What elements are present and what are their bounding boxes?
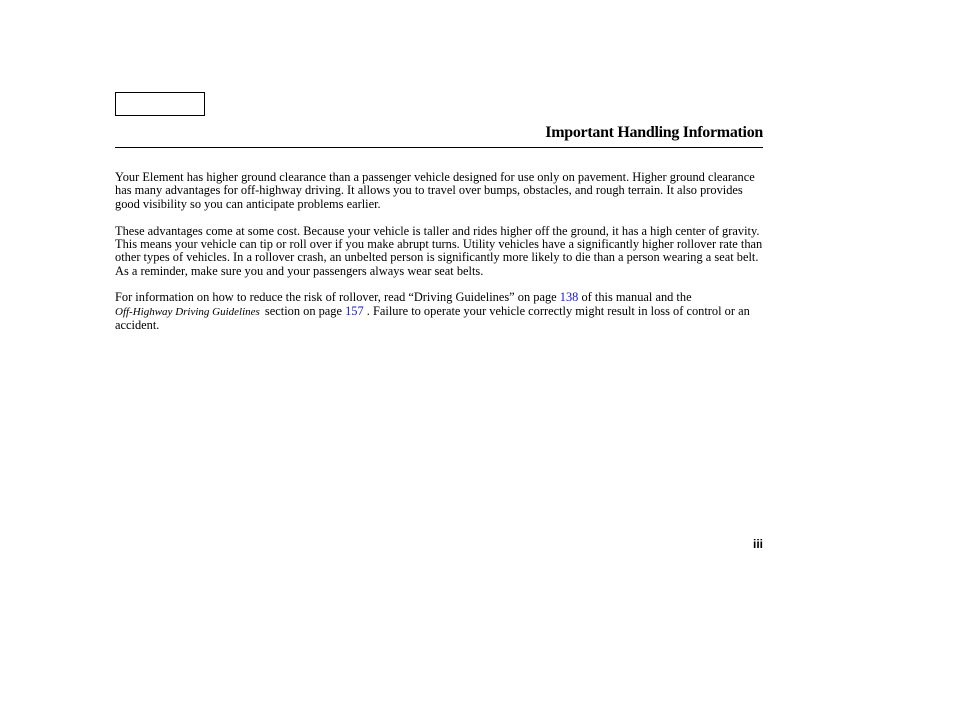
navigation-box[interactable] <box>115 92 205 116</box>
page-header <box>115 121 763 148</box>
paragraph-rollover-risk: These advantages come at some cost. Because your vehicle is taller and rides higher off the ground, it has a high center of gravity. This means your vehicle can tip or roll over if you make abrupt turns. Utility vehicles have a significantly higher rollover rate than other types of vehicles. In a rollover crash, an unbelted person is significantly more likely to die than a person wearing a seat belt. As a reminder, make sure you and your passengers always wear seat belts. <box>115 223 763 278</box>
reference-text-1: For information on how to reduce the risk of rollover, read “Driving Guidelines” on page <box>115 290 560 305</box>
reference-text-4: . Failure to operate your vehicle correctly might result in loss of control or an accident. <box>115 303 750 333</box>
body-text <box>115 171 763 346</box>
paragraph-ground-clearance: Your Element has higher ground clearance than a passenger vehicle designed for use only on pavement. Higher ground clearance has many advantages for off-highway driving. It allows you to travel over bumps, obstacles, and rough terrain. It also provides good visibility so you can anticipate problems earlier. <box>115 170 755 211</box>
paragraph-guidelines-reference <box>115 291 763 332</box>
page-link-157[interactable]: 157 <box>345 303 364 318</box>
reference-text-3: section on page <box>261 303 346 318</box>
page-number: iii <box>753 537 764 551</box>
off-highway-guidelines-title: Off-Highway Driving Guidelines <box>115 305 260 318</box>
reference-text-2: of this manual and the <box>578 290 692 305</box>
page-link-138[interactable]: 138 <box>559 290 579 305</box>
page-title: Important Handling Information <box>545 124 763 141</box>
